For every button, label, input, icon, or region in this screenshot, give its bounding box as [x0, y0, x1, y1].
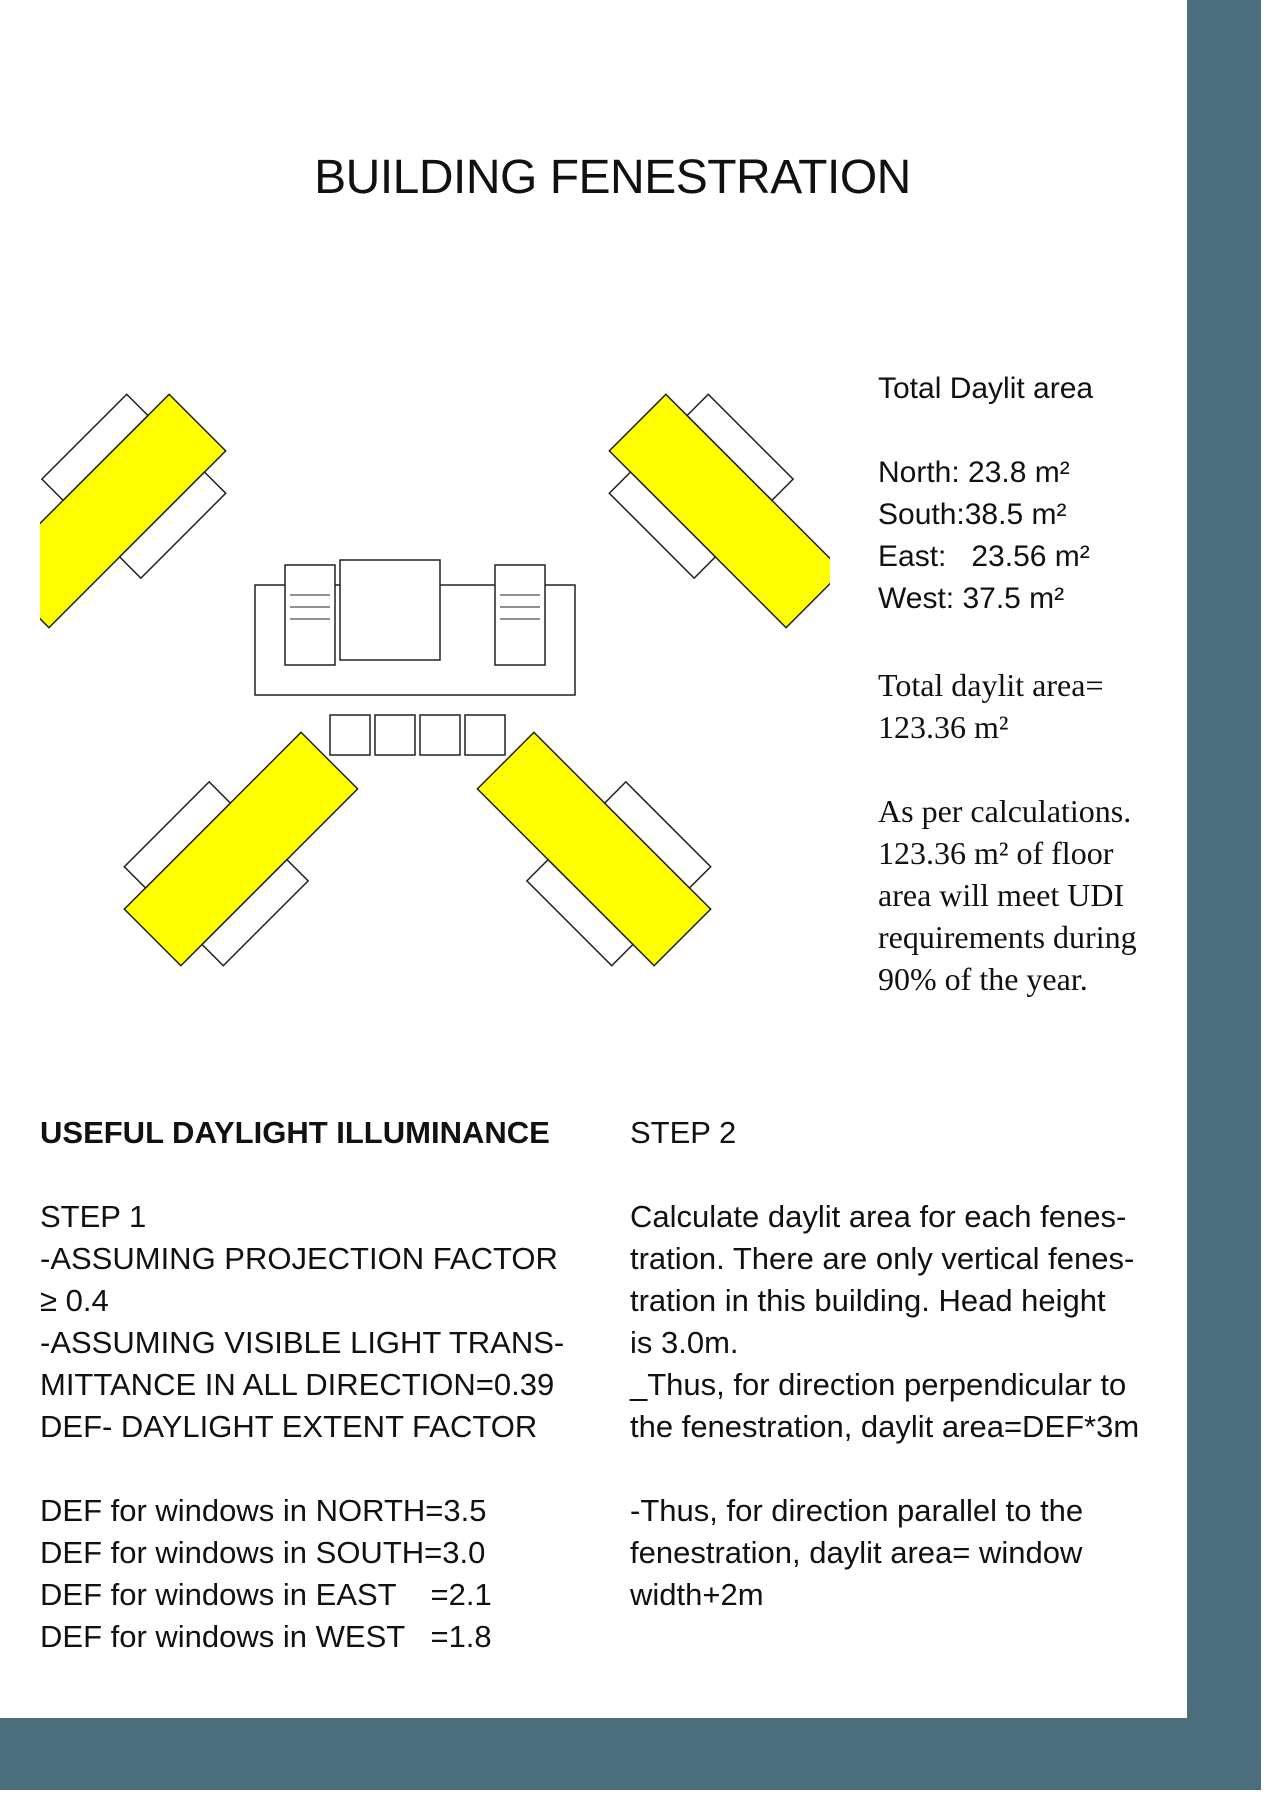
step-2-line: -Thus, for direction parallel to the	[630, 1493, 1084, 1528]
step-1-line: ≥ 0.4	[40, 1283, 109, 1318]
daylit-heading: Total Daylit area	[878, 372, 1094, 405]
page-title: BUILDING FENESTRATION	[314, 151, 911, 204]
calc-line: 90% of the year.	[878, 961, 1088, 997]
step-2-line: width+2m	[630, 1577, 764, 1612]
left-column	[40, 1112, 600, 1658]
core	[255, 560, 575, 755]
step-2-line: _Thus, for direction perpendicular to	[630, 1367, 1127, 1402]
step-2-line: Calculate daylit area for each fenes-	[630, 1199, 1127, 1234]
calc-line: area will meet UDI	[878, 877, 1125, 913]
calc-line: 123.36 m² of floor	[878, 835, 1114, 871]
bottom-accent-bar	[0, 1718, 1261, 1790]
step-1-line: MITTANCE IN ALL DIRECTION=0.39	[40, 1367, 555, 1402]
calc-line: As per calculations.	[878, 793, 1132, 829]
step-2-label: STEP 2	[630, 1115, 737, 1150]
right-accent-bar	[1187, 0, 1261, 1790]
step-2-line: the fenestration, daylit area=DEF*3m	[630, 1409, 1140, 1444]
south-area: South:38.5 m²	[878, 498, 1067, 531]
step-2-line: tration in this building. Head height	[630, 1283, 1106, 1318]
step-2-line: fenestration, daylit area= window	[630, 1535, 1083, 1570]
step-1-line: -ASSUMING PROJECTION FACTOR	[40, 1241, 558, 1276]
step-2-line: is 3.0m.	[630, 1325, 739, 1360]
wing-ne	[588, 375, 830, 649]
section-heading: USEFUL DAYLIGHT ILLUMINANCE	[40, 1115, 550, 1150]
east-area: East: 23.56 m²	[878, 540, 1090, 573]
step-1-line: -ASSUMING VISIBLE LIGHT TRANS-	[40, 1325, 565, 1360]
def-line: DEF for windows in SOUTH=3.0	[40, 1535, 486, 1570]
calc-line: requirements during	[878, 919, 1137, 955]
step-1-line: DEF- DAYLIGHT EXTENT FACTOR	[40, 1409, 538, 1444]
def-line: DEF for windows in NORTH=3.5	[40, 1493, 487, 1528]
def-line: DEF for windows in WEST =1.8	[40, 1619, 492, 1654]
north-area: North: 23.8 m²	[878, 456, 1070, 489]
total-line-1: Total daylit area=	[878, 667, 1104, 703]
total-line-2: 123.36 m²	[878, 709, 1009, 745]
def-line: DEF for windows in EAST =2.1	[40, 1577, 492, 1612]
step-1-label: STEP 1	[40, 1199, 147, 1234]
floor-plan	[40, 375, 830, 1025]
wing-nw	[40, 375, 247, 649]
right-column	[630, 1112, 1190, 1616]
west-area: West: 37.5 m²	[878, 582, 1065, 615]
step-2-line: tration. There are only vertical fenes-	[630, 1241, 1135, 1276]
